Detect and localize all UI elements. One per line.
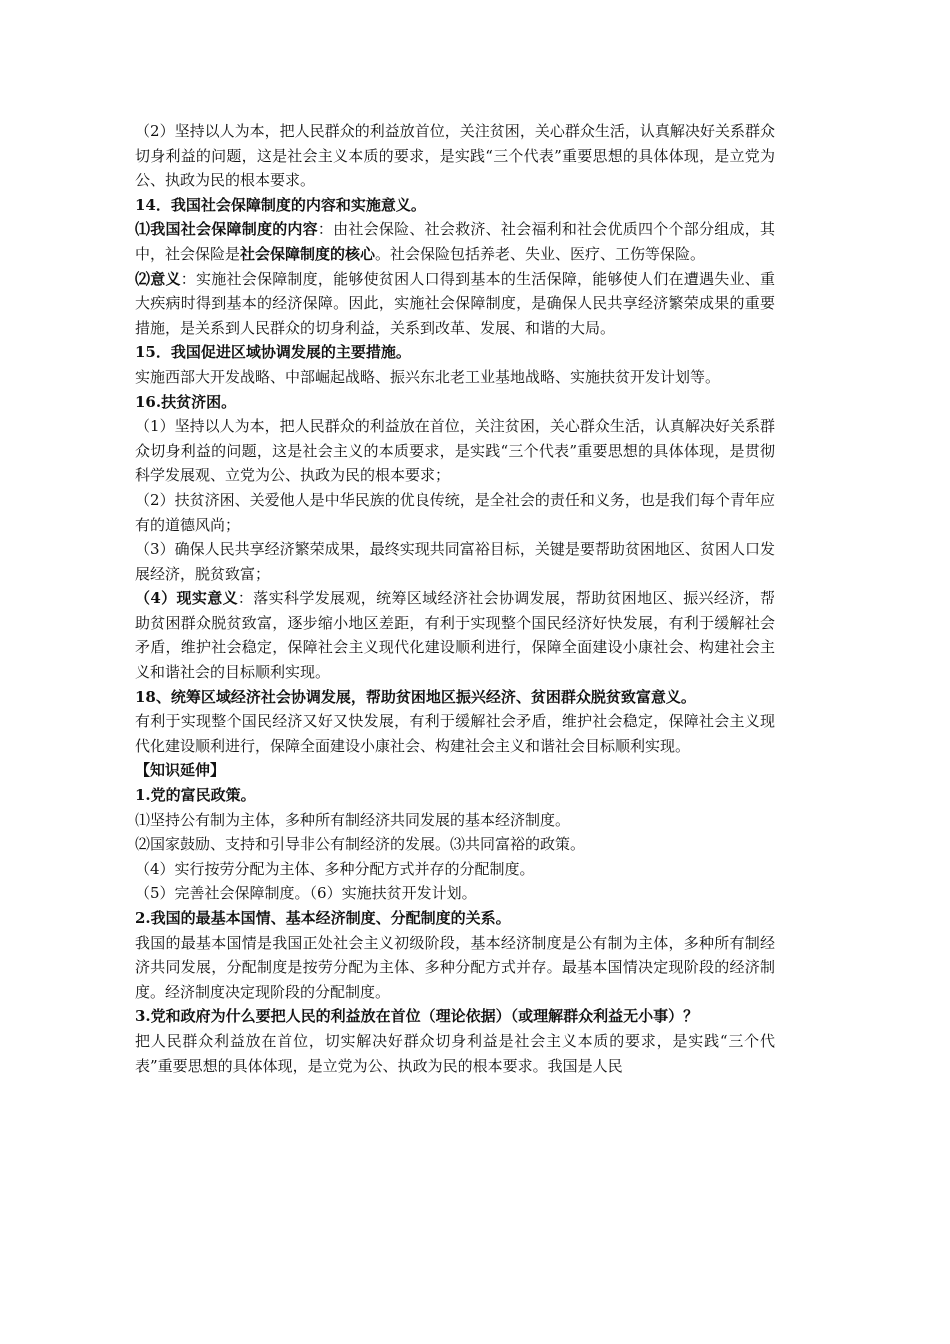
text-social-security-core: 社会保障制度的核心 xyxy=(240,244,376,263)
paragraph-poverty-relief-2: （2）扶贫济困、关爱他人是中华民族的优良传统，是全社会的责任和义务，也是我们每个青年应有的道德风尚； xyxy=(135,490,775,534)
list-item-ext-1-2: ⑵国家鼓励、支持和引导非公有制经济的发展。⑶共同富裕的政策。 xyxy=(135,835,586,854)
heading-15-regional-development: 15．我国促进区域协调发展的主要措施。 xyxy=(135,343,411,362)
paragraph-social-security-significance xyxy=(135,267,775,341)
paragraph-ext-2: 我国的最基本国情是我国正处社会主义初级阶段，基本经济制度是公有制为主体，多种所有制经济共同发展，分配制度是按劳分配为主体、多种分配方式并存。最基本国情决定现阶段的经济制度。经济制度决定现阶段的分配制度。 xyxy=(135,933,775,1001)
paragraph-social-security-content xyxy=(135,217,775,266)
heading-16-poverty-relief: 16.扶贫济困。 xyxy=(135,392,237,411)
paragraph-poverty-relief-3: （3）确保人民共享经济繁荣成果，最终实现共同富裕目标，关键是要帮助贫困地区、贫困人口发展经济，脱贫致富； xyxy=(135,540,775,583)
heading-14-social-security: 14．我国社会保障制度的内容和实施意义。 xyxy=(135,195,426,214)
label-significance: ⑵意义 xyxy=(135,269,181,288)
paragraph-people-first: （2）坚持以人为本，把人民群众的利益放首位，关注贫困，关心群众生活，认真解决好关系群众切身利益的问题，这是社会主义本质的要求，是实践“三个代表”重要思想的具体体现，是立党为公、执政为民的根本要求。 xyxy=(135,122,775,190)
text-significance: ：实施社会保障制度，能够使贫困人口得到基本的生活保障，能够使人们在遭遇失业、重大疾病时得到基本的经济保障。因此，实施社会保障制度，是确保人民共享经济繁荣成果的重要措施，是关系到人民群众的切身利益，关系到改革、发展、和谐的大局。 xyxy=(135,269,775,337)
label-social-security-content: ⑴我国社会保障制度的内容 xyxy=(135,220,318,239)
paragraph-ext-3: 把人民群众利益放在首位，切实解决好群众切身利益是社会主义本质的要求，是实践“三个代表”重要思想的具体体现，是立党为公、执政为民的根本要求。我国是人民 xyxy=(135,1031,775,1075)
heading-knowledge-extension: 【知识延伸】 xyxy=(135,761,226,780)
heading-ext-3: 3.党和政府为什么要把人民的利益放在首位（理论依据）（或理解群众利益无小事）？ xyxy=(135,1007,699,1026)
paragraph-poverty-relief-1: （1）坚持以人为本，把人民群众的利益放在首位，关注贫困，关心群众生活，认真解决好关系群众切身利益的问题，这是社会主义的本质要求，是实践“三个代表”重要思想的具体体现，是贯彻科学发展观、立党为公、执政为民的根本要求； xyxy=(135,417,775,485)
paragraph-coordinated-development: 有利于实现整个国民经济又好又快发展，有利于缓解社会矛盾，维护社会稳定，保障社会主义现代化建设顺利进行，保障全面建设小康社会、构建社会主义和谐社会目标顺利实现。 xyxy=(135,712,775,755)
text-practical-significance: ：落实科学发展观，统筹区域经济社会协调发展，帮助贫困地区、振兴经济，帮助贫困群众脱贫致富，逐步缩小地区差距，有利于实现整个国民经济好快发展，有利于缓解社会矛盾，维护社会稳定，保障社会主义现代化建设顺利进行，保障全面建设小康社会、构建社会主义和谐社会的目标顺利实现。 xyxy=(135,589,775,682)
heading-18-coordinated-development: 18、统筹区域经济社会协调发展，帮助贫困地区振兴经济、贫困群众脱贫致富意义。 xyxy=(135,687,696,706)
paragraph-regional-development: 实施西部大开发战略、中部崛起战略、振兴东北老工业基地战略、实施扶贫开发计划等。 xyxy=(135,367,721,386)
heading-ext-1: 1.党的富民政策。 xyxy=(135,786,256,805)
list-item-ext-1-4: （5）完善社会保障制度。（6）实施扶贫开发计划。 xyxy=(135,884,477,903)
list-item-ext-1-3: （4）实行按劳分配为主体、多种分配方式并存的分配制度。 xyxy=(135,859,535,878)
heading-ext-2: 2.我国的最基本国情、基本经济制度、分配制度的关系。 xyxy=(135,909,511,927)
label-practical-significance: （4）现实意义 xyxy=(135,589,238,608)
text-social-security-content-b: 。社会保险包括养老、失业、医疗、工伤等保险。 xyxy=(375,244,706,263)
text-social-security-content-a: ：由社会保险、社会救济、社会福利和社会优质四个个部分组成，其中，社会保险是 xyxy=(135,220,775,263)
paragraph-poverty-relief-4 xyxy=(135,586,775,684)
document-body xyxy=(135,119,775,1078)
list-item-ext-1-1: ⑴坚持公有制为主体，多种所有制经济共同发展的基本经济制度。 xyxy=(135,810,571,829)
